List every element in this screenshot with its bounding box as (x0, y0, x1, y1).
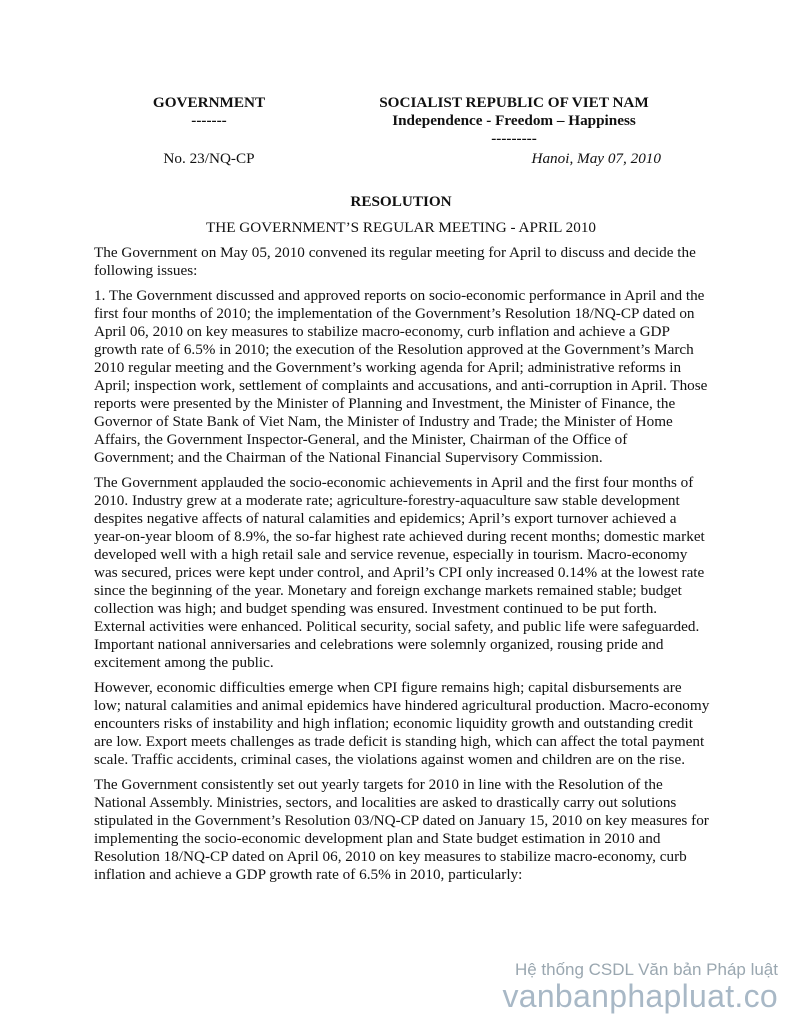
motto-divider: --------- (491, 130, 537, 147)
issuer-block (96, 94, 322, 130)
issuer-divider: ------- (191, 112, 227, 129)
paragraph-achievements: The Government applauded the socio-economic achievements in April and the first four months of 2010. Industry grew at a moderate rate; agriculture-forestry-aquaculture saw stable development despites negative affects of natural calamities and epidemics; April’s export turnover achieved a year-on-year bloom of 8.9%, the so-far highest rate achieved during recent months; domestic market developed well with a high retail sale and service revenue, especially in tourism. Macro-economy was secured, prices were kept under control, and April’s CPI only increased 0.14% at the lowest rate since the beginning of the year. Monetary and foreign exchange markets remained stable; budget collection was high; and budget spending was ensured. Investment continued to be put forth. External activities were enhanced. Political security, social safety, and public life were safeguarded. Important national anniversaries and celebrations were solemnly organized, rousing pride and excitement among the public. (94, 474, 705, 671)
issuer-name: GOVERNMENT (152, 94, 266, 111)
paragraph-difficulties: However, economic difficulties emerge when CPI figure remains high; capital disbursements are low; natural calamities and animal epidemics have hindered agricultural production. Macro-economy encounters risks of instability and high inflation; economic liquidity growth and outstanding credit are low. Export meets challenges as trade deficit is standing high, which can affect the total payment scale. Traffic accidents, criminal cases, the violations against women and children are on the rise. (94, 679, 710, 768)
document-number: No. 23/NQ-CP (163, 150, 255, 167)
paragraph-intro: The Government on May 05, 2010 convened its regular meeting for April to discuss and decide the following issues: (94, 244, 696, 279)
national-motto: Independence - Freedom – Happiness (392, 112, 636, 129)
document-type: RESOLUTION (350, 193, 452, 210)
national-title-block (322, 94, 706, 148)
document-subject: THE GOVERNMENT’S REGULAR MEETING - APRIL 2010 (205, 219, 597, 236)
place-and-date: Hanoi, May 07, 2010 (531, 150, 661, 167)
paragraph-targets: The Government consistently set out yearly targets for 2010 in line with the Resolution of the National Assembly. Ministries, sectors, and localities are asked to drastically carry out solutions stipulated in the Government’s Resolution 03/NQ-CP dated on January 15, 2010 on key measures for implementing the socio-economic development plan and State budget estimation in 2010 and Resolution 18/NQ-CP dated on April 06, 2010 on key measures to stabilize macro-economy, curb inflation and achieve a GDP growth rate of 6.5% in 2010, particularly: (94, 776, 709, 883)
document-body (94, 244, 710, 891)
watermark-site: vanbanphapluat.co (502, 978, 778, 1014)
country-name: SOCIALIST REPUBLIC OF VIET NAM (379, 94, 649, 111)
document-header (96, 94, 706, 170)
watermark-caption: Hệ thống CSDL Văn bản Pháp luật (514, 960, 778, 979)
paragraph-item-1: 1. The Government discussed and approved reports on socio-economic performance in April and the first four months of 2010; the implementation of the Government’s Resolution 18/NQ-CP dated on April 06, 2010 on key measures to stabilize macro-economy, curb inflation and achieve a GDP growth rate of 6.5% in 2010; the execution of the Resolution approved at the Government’s March 2010 regular meeting and the Government’s working agenda for April; administrative reforms in April; inspection work, settlement of complaints and accusations, and anti-corruption in April. Those reports were presented by the Minister of Planning and Investment, the Minister of Finance, the Governor of State Bank of Viet Nam, the Minister of Industry and Trade; the Minister of Home Affairs, the Government Inspector-General, and the Minister, Chairman of the Office of Government; and the Chairman of the National Financial Supervisory Commission. (94, 287, 708, 466)
